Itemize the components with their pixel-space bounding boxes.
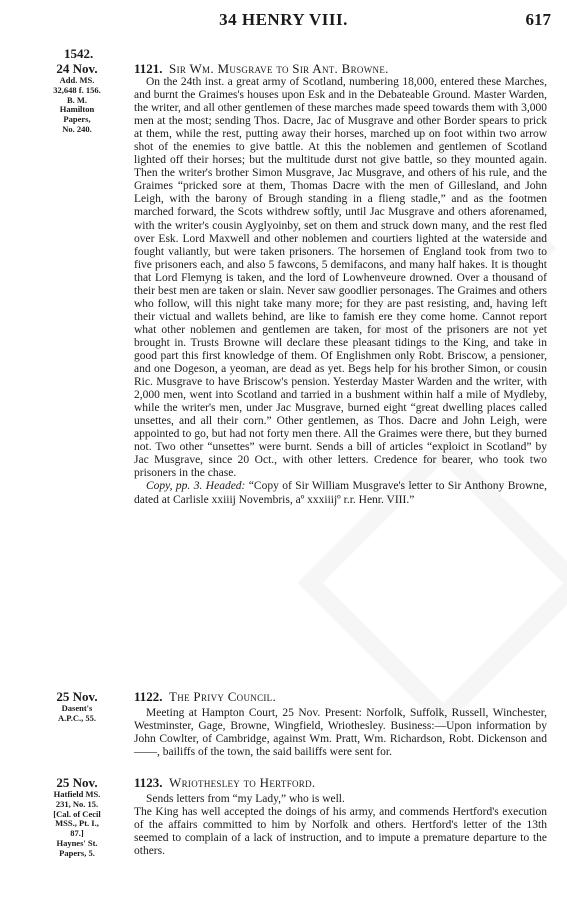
entry-paragraph: The King has well accepted the doings of his army, and commends Hertford's execution of the affairs committed to him by Norfolk and others. Hertford's letter of the 13th seemed to complain of a lack of instruction, and to impute a premature departure to the others. [134,806,547,858]
page-header [0,10,567,32]
headed-label: Headed: [205,480,246,493]
entry-date: 24 Nov. [56,61,98,76]
source-ref: 32,648 f. 156. [53,84,101,95]
margin-note [26,61,128,135]
source-ref: B. M. [66,94,88,105]
source-ref: Hamilton [59,104,95,115]
source-ref: 87.] [70,828,84,839]
source-ref: Papers, 5. [59,847,95,858]
entry-number: 1121. [134,61,163,76]
entry-title: Wriothesley to Hertford. [169,775,316,790]
source-ref: Dasent's [61,703,93,713]
source-ref: [Cal. of Cecil [53,808,101,819]
source-ref: Haynes' St. [56,837,98,848]
entry-title-line [134,775,547,790]
entry-body [134,689,547,759]
source-ref: MSS., Pt. I., [55,818,99,829]
entry-title: Sir Wm. Musgrave to Sir Ant. Browne. [169,61,389,76]
source-ref: 231, No. 15. [55,798,99,809]
entry-title: The Privy Council. [169,689,277,704]
copy-lead: Copy, pp. 3. [146,480,203,493]
entry-title-line [134,689,547,704]
margin-note [26,775,128,859]
entry-paragraph: Sends letters from “my Lady,” who is well. [146,793,345,805]
source-ref: No. 240. [62,123,92,134]
copy-text: “Copy of Sir William Musgrave's letter to Sir Anthony Browne, dated at Carlisle xxiiij Novembris, aº xxxiiijº r.r. Henr. VIII.” [134,480,548,506]
entry-paragraph: On the 24th inst. a great army of Scotland, numbering 18,000, entered these Marches, and burnt the Graimes's houses upon Esk and in the Debateable Ground. Master Warden, the writer, and all other gentlemen of these marches made speed towards them with 3,000 men at the most; sending Thos. Dacre, Jac of Musgrave and other Border spears to prick at them, while the rest, putting away their horses, marched up on foot within two arrow shot of the enemies to give battle. At this the noblemen and gentlemen of Scotland lighted off their horses; but the multitude durst not give battle, so they mounted again. Then the writer's brother Simon Musgrave, Jac Musgrave, and others of his rule, and the Graimes “pricked sore at them, Thomas Dacre with the men of Gillesland, and John Leigh, with the barony of Brough standing in a flieng stadle,” and as the footmen marched forward, the Scots withdrew softly, until Jac Musgrave and others aforenamed, with the writer's cousin Ayglyoinby, set on them and struck down many, and the rest fled over Esk. Lord Maxwell and other noblemen and courtiers lighted at the waterside and fought valiantly, but were taken prisoners. The horsemen of England took from two to five prisoners each, and also 5 fawcons, 5 demifacons, and many half hakes. It is thought that Lord Flemyng is taken, and the lord of Lowhenveure drowned. Over a thousand of their best men are taken or slain. Never saw goodlier personages. The Graimes and others who follow, will this night take many more; for they are past resisting, and, having left their victual and wallets behind, are like to famish ere they come home. Cannot report what other noblemen and gentlemen are taken, for most of the prisoners are not yet brought in. Trusts Browne will declare these pleasant tidings to the King, and take in good part this first knowledge of them. Of Englishmen only Robt. Briscow, a pensioner, and one Dogeson, a yeoman, are dead as yet. Begs help for his brother Simon, or cousin Ric. Musgrave to have Briscow's pension. Yesterday Master Warden and the writer, with 2,000 men, went into Scotland and tarried in a bushment within half a mile of Mydleby, while the writer's men, under Jac Musgrave, burned eight “great dwelling places called unsettes, and all their corn.” Other gentlemen, as Thos. Dacre and John Leigh, were appointed to go, but had not forty men there. All the Graimes were there, but they burned not. Two other “unsettes” were burnt. Sends a bill of articles “exploict in Scotland” by Jac Musgrave, since 20 Oct., with other letters. Credence for bearer, who took two prisoners in the chase. [134,76,547,480]
copy-note [134,480,547,506]
source-ref: A.P.C., 55. [58,712,96,723]
source-ref: Hatfield MS. [53,789,101,799]
entry-date: 25 Nov. [56,775,98,790]
entry-body [134,775,547,858]
margin-note [26,689,128,724]
entry-date: 25 Nov. [56,689,98,704]
running-title: 34 HENRY VIII. [219,10,348,29]
entry-body [134,61,547,507]
year-heading: 1542. [64,46,94,61]
page-number: 617 [525,10,551,29]
entry-paragraph: Meeting at Hampton Court, 25 Nov. Present: Norfolk, Suffolk, Russell, Winchester, Westminster, Gage, Browne, Wingfield, Wriothesley. Business:—Upon information by John Cowlter, of Cambridge, against Wm. Pratt, Wm. Richardson, Robt. Dickenson and ——, bailiffs of the town, the said bailiffs were sent for. [134,707,547,759]
entry-title-line [134,61,547,76]
entry-number: 1122. [134,689,163,704]
source-ref: Add. MS. [59,75,95,85]
entry-number: 1123. [134,775,163,790]
source-ref: Papers, [63,114,91,125]
